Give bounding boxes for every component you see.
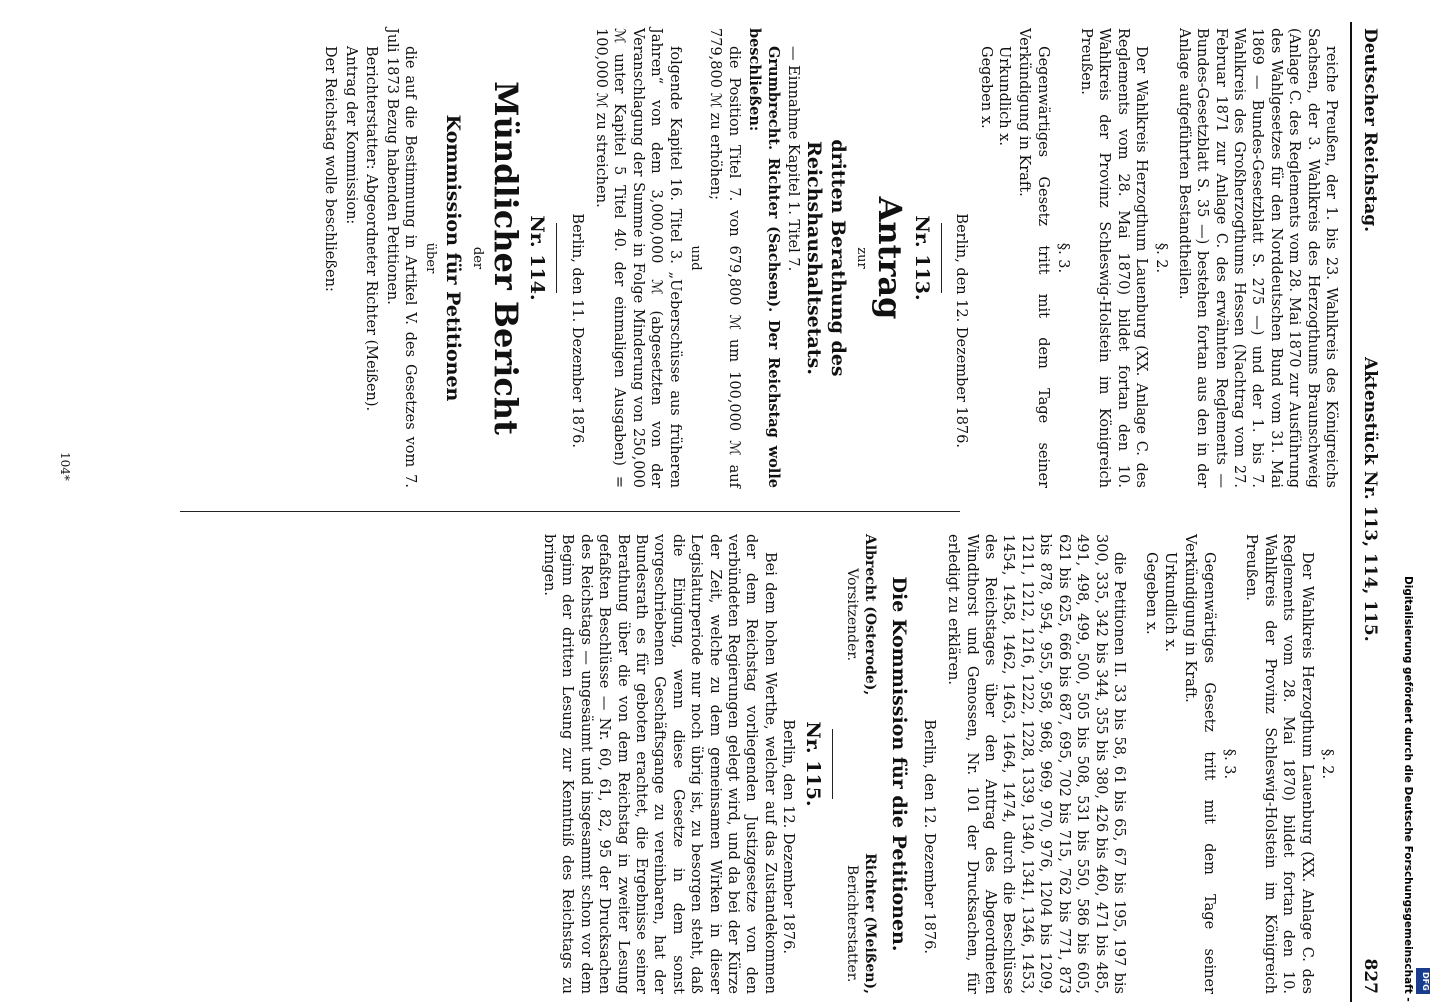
divider <box>941 223 942 293</box>
signature-left <box>843 534 880 695</box>
final-paragraph: Bei dem hohen Werthe, welcher auf das Zustandekommen der dem Reichstag vorliegenden Justizgesetze von den verbündeten Regierungen gelegt wird, und da bei der Kürze der Zeit, welche zu dem gemeinsamen Wirken in dieser Legislaturperiode nur noch übrig ist, zu besorgen steht, daß die Einigung, wenn diese Gesetze in dem sonst vorgeschriebenen Geschäftsgange zu vereinbaren, hat der Bundesrath es für geboten erachtet, die Ergebnisse seiner Berathung über die von dem Reichstag in zweiter Lesung gefaßten Beschlüsse — Nr. 60, 61, 82, 95 der Drucksachen des Reichstags — ungesäumt und insgesammt schon vor dem Beginn der dritten Lesung zur Kenntniß des Reichstags zu bringen. <box>540 534 778 994</box>
signature-right-role: Berichterstatter. <box>844 864 861 983</box>
urkundlich-line: Urkundlich x. <box>996 46 1013 147</box>
right-urkundlich-line: Urkundlich x. <box>1161 552 1178 653</box>
reichstag-wolle-line: Der Reichstag wolle beschließen: <box>322 46 339 292</box>
antrag-kommission-line: Antrag der Kommission: <box>342 46 359 225</box>
section-3-text: Gegenwärtiges Gesetz tritt mit dem Tage seiner Verkündigung in Kraft. <box>1016 28 1051 488</box>
signature-left-name: Albrecht (Osterode), <box>862 534 879 696</box>
header-center: Aktenstück Nr. 113, 114, 115. <box>1360 357 1380 642</box>
right-section-3-text: Gegenwärtiges Gesetz tritt mit dem Tage seiner Verkündigung in Kraft. <box>1182 534 1217 994</box>
einnahme-line: — Einnahme Kapitel 1. Titel 7. <box>785 46 802 272</box>
antrag-subtitle: dritten Berathung des Reichshaushaltsetats. <box>803 139 850 377</box>
bericht-text: die auf die Bestimmung in Artikel V. des Gesetzes vom 7. Juli 1873 Bezug habenden Petitionen. <box>383 28 418 488</box>
antrag-text-2: folgende Kapitel 16. Titel 3. „Ueberschüsse aus früheren Jahren“ von dem 3,000,000 ℳ (abgesetzten von der Veranschlagung der Summe in Folge Minderung von 250,000 ℳ unter Kapitel 5 Titel 40. der einmaligen Ausgaben) = 100,000 ℳ zu streichen. <box>593 28 683 488</box>
page-header <box>1350 22 1400 1002</box>
right-date-line: Berlin, den 12. Dezember 1876. <box>920 719 937 954</box>
section-2-text: Der Wahlkreis Herzogthum Lauenburg (XX. Anlage C. des Reglements vom 28. Mai 1870) bildet fortan den 10. Wahlkreis der Provinz Schleswig-Holstein im Königreich Preußen. <box>1077 28 1149 488</box>
header-left: Deutscher Reichstag. <box>1360 28 1380 233</box>
date-line-1: Berlin, den 12. Dezember 1876. <box>953 213 970 448</box>
signature-right-name: Richter (Meißen), <box>862 853 879 994</box>
berichterstatter-line: Berichterstatter: Abgeordneter Richter (Meißen). <box>363 46 380 412</box>
page-content <box>0 22 1400 1002</box>
gegeben-line: Gegeben x. <box>977 46 994 129</box>
dfg-logo: DFG <box>1416 968 1430 994</box>
number-113: Nr. 113. <box>910 215 933 301</box>
bericht-subtitle: Kommission für Petitionen <box>442 114 465 402</box>
zur-label: zur <box>854 247 870 269</box>
ueber-label: über <box>423 242 439 274</box>
digitization-credit: Digitalisierung gefördert durch die Deutsche Forschungsgemeinschaft - <box>1402 576 1414 1002</box>
right-section-2-text: Der Wahlkreis Herzogthum Lauenburg (XX. Anlage C. des Reglements vom 28. Mai 1870) bildet fortan den 10. Wahlkreis der Provinz Schleswig-Holstein im Königreich Preußen. <box>1243 534 1315 994</box>
grumbrecht-line: Grumbrecht. Richter (Sachsen). Der Reichstag wolle beschließen: <box>746 28 782 488</box>
intro-paragraph: reiche Preußen, der 1. bis 23. Wahlkreis des Königreichs Sachsen, der 3. Wahlkreis des Herzogthums Braunschweig (Anlage C. des Reglements vom 28. Mai 1870 zur Ausführung des Wahlgesetzes für den Norddeutschen Bund vom 31. Mai 1869 — Bundes-Gesetzblatt S. 275 —) und der 1. bis 7. Wahlkreis des Großherzogthums Hessen (Nachtrag vom 27. Februar 1871 zur Anlage C. des erwähnten Reglements — Bundes-Gesetzblatt S. 35 —) bestehen fortan aus den in der Anlage aufgeführten Bestandtheilen. <box>1175 28 1339 488</box>
right-column <box>538 534 1340 994</box>
left-column <box>319 28 1340 488</box>
signature-right <box>843 853 880 994</box>
petitions-text: die Petitionen II. 33 bis 58, 61 bis 65, 67 bis 195, 197 bis 300, 335, 342 bis 344, 355 bis 380, 426 bis 460, 471 bis 485, 491, 498, 499, 500, 505 bis 508, 531 bis 550, 586 bis 605, 621 bis 625, 666 bis 687, 695, 702 bis 715, 762 bis 771, 873 bis 878, 954, 955, 958, 968, 969, 970, 976, 1204 bis 1209, 1211, 1212, 1216, 1222, 1228, 1339, 1340, 1341, 1346, 1453, 1454, 1458, 1462, 1463, 1464, 1474, durch die Beschlüsse des Reichstages über den Antrag des Abgeordneten Windthorst und Genossen, Nr. 101 der Drucksachen, für erledigt zu erklären. <box>945 534 1127 994</box>
number-115: Nr. 115. <box>801 721 824 807</box>
page-mark: 104* <box>58 452 72 481</box>
right-gegeben-line: Gegeben x. <box>1143 552 1160 635</box>
section-3-heading: §. 3. <box>1055 242 1072 274</box>
der-label: der <box>469 246 485 270</box>
signature-left-role: Vorsitzender. <box>844 568 861 662</box>
header-page-number: 827 <box>1360 958 1380 994</box>
column-rule <box>180 511 960 512</box>
divider <box>556 223 557 293</box>
date-line-3: Berlin, den 12. Dezember 1876. <box>780 719 797 954</box>
number-114: Nr. 114. <box>526 215 549 301</box>
signatures <box>843 534 880 994</box>
bericht-title: Mündlicher Bericht <box>486 81 525 435</box>
kommission-title: Die Kommission für die Petitionen. <box>888 576 911 952</box>
antrag-title: Antrag <box>871 196 910 320</box>
right-section-2-heading: §. 2. <box>1319 748 1335 780</box>
section-2-heading: §. 2. <box>1153 242 1170 274</box>
antrag-text: die Position Titel 7. von 679,800 ℳ um 100,000 ℳ auf 779,800 ℳ zu erhöhen; <box>707 28 742 488</box>
divider <box>832 729 833 799</box>
date-line-2: Berlin, den 11. Dezember 1876. <box>568 213 585 448</box>
right-section-3-heading: §. 3. <box>1220 748 1237 780</box>
und-label: und <box>688 245 704 271</box>
